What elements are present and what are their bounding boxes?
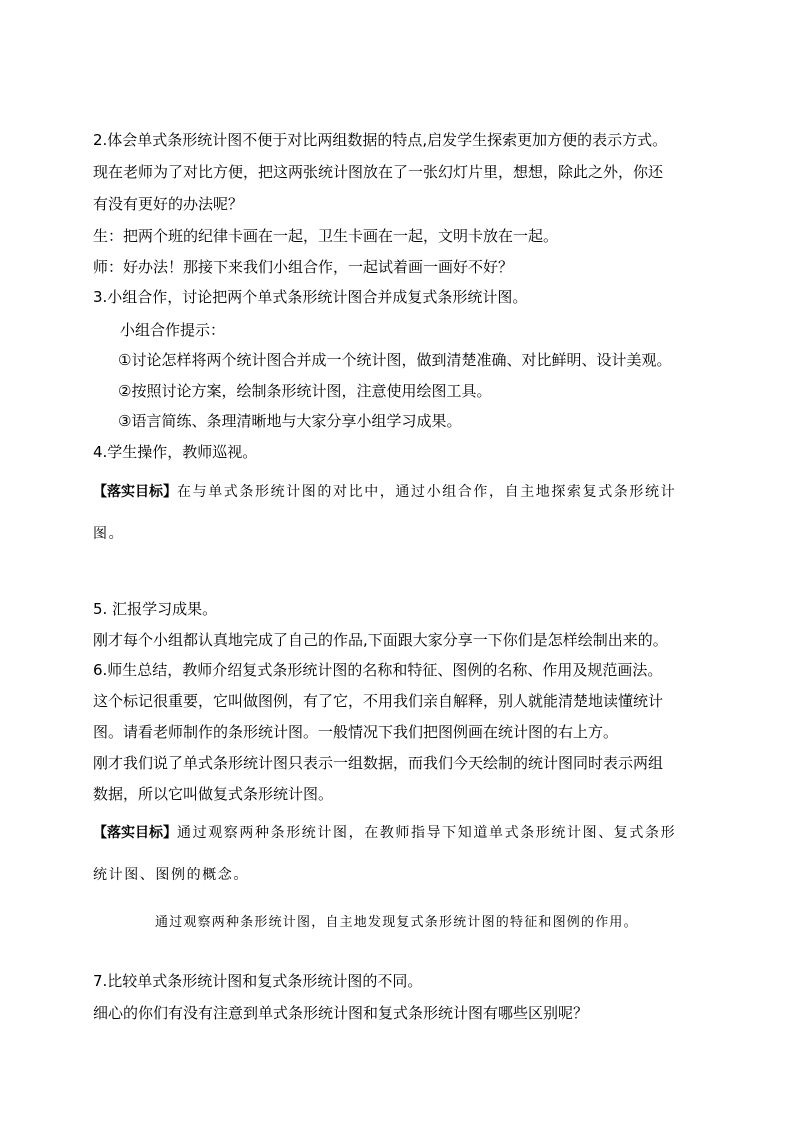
goal-2-line-2: 统计图、图例的概念。	[93, 867, 249, 883]
teacher-response: 师：好办法！那接下来我们小组合作，一起试着画一画好不好？	[93, 258, 514, 276]
tip-2: ②按照讨论方案，绘制条形统计图，注意使用绘图工具。	[118, 382, 492, 400]
goal-2-line-1	[93, 823, 676, 843]
goal-2-tag: 【落实目标】	[93, 825, 177, 841]
student-response: 生：把两个班的纪律卡画在一起，卫生卡画在一起，文明卡放在一起。	[93, 227, 559, 245]
paragraph-2-line-2: 现在老师为了对比方便，把这两张统计图放在了一张幻灯片里，想想，除此之外，你还	[93, 163, 664, 181]
paragraph-5-body: 刚才每个小组都认真地完成了自己的作品,下面跟大家分享一下你们是怎样绘制出来的。	[93, 631, 668, 649]
paragraph-6: 6.师生总结，教师介绍复式条形统计图的名称和特征、图例的名称、作用及规范画法。	[93, 661, 663, 679]
paragraph-5: 5. 汇报学习成果。	[93, 600, 218, 618]
tip-1: ①讨论怎样将两个统计图合并成一个统计图，做到清楚准确、对比鲜明、设计美观。	[118, 351, 672, 369]
paragraph-7-body: 细心的你们有没有注意到单式条形统计图和复式条形统计图有哪些区别呢？	[93, 1004, 589, 1022]
paragraph-4: 4.学生操作，教师巡视。	[93, 443, 258, 461]
paragraph-7: 7.比较单式条形统计图和复式条形统计图的不同。	[93, 972, 423, 990]
tip-3: ③语言简练、条理清晰地与大家分享小组学习成果。	[118, 412, 462, 430]
paragraph-6-line-5: 数据，所以它叫做复式条形统计图。	[93, 785, 334, 803]
goal-1-line-2: 图。	[93, 526, 125, 542]
centered-note: 通过观察两种条形统计图，自主地发现复式条形统计图的特征和图例的作用。	[155, 915, 638, 930]
goal-1-tag: 【落实目标】	[93, 484, 177, 500]
tips-title: 小组合作提示：	[120, 321, 226, 339]
paragraph-2-line-1: 2.体会单式条形统计图不便于对比两组数据的特点,启发学生探索更加方便的表示方式。	[93, 131, 668, 149]
paragraph-6-line-2: 这个标记很重要，它叫做图例，有了它，不用我们亲自解释，别人就能清楚地读懂统计	[93, 692, 664, 710]
goal-2-text: 通过观察两种条形统计图，在教师指导下知道单式条形统计图、复式条形	[177, 825, 677, 841]
paragraph-3: 3.小组合作，讨论把两个单式条形统计图合并成复式条形统计图。	[93, 288, 528, 306]
paragraph-6-line-4: 刚才我们说了单式条形统计图只表示一组数据，而我们今天绘制的统计图同时表示两组	[93, 754, 664, 772]
goal-1-text: 在与单式条形统计图的对比中，通过小组合作，自主地探索复式条形统计	[177, 484, 677, 500]
paragraph-6-line-3: 图。请看老师制作的条形统计图。一般情况下我们把图例画在统计图的右上方。	[93, 723, 619, 741]
paragraph-2-line-3: 有没有更好的办法呢？	[93, 195, 244, 213]
goal-1-line-1	[93, 482, 676, 502]
